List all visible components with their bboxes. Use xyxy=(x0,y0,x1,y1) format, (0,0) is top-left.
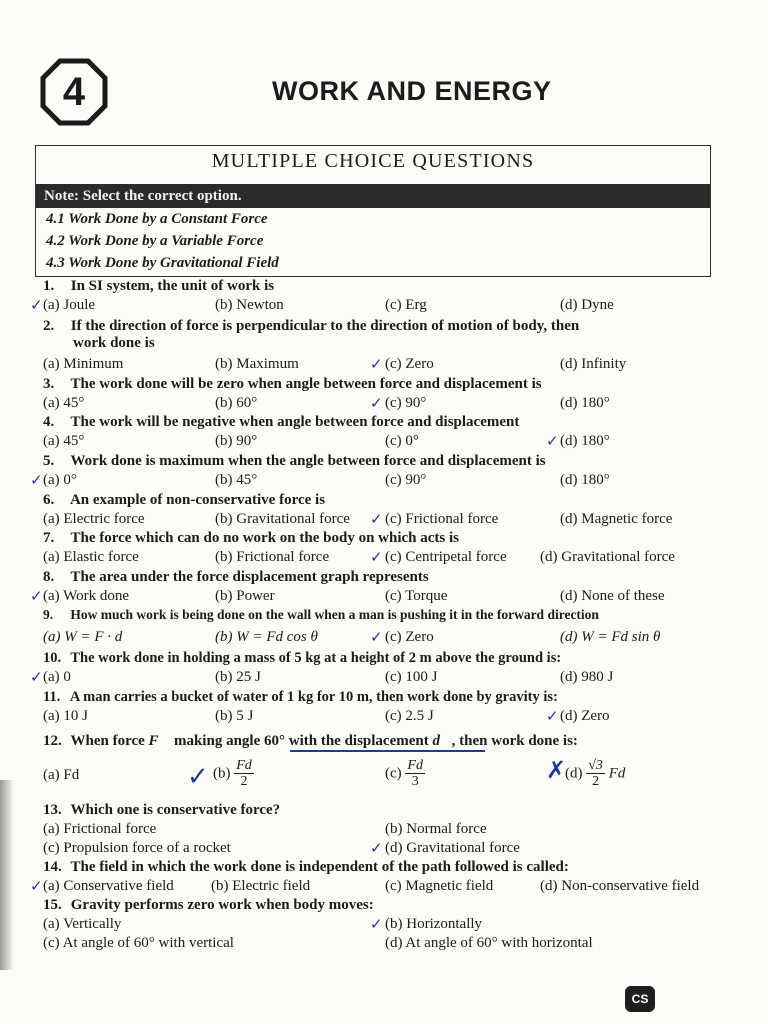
note-bar: Note: Select the correct option. xyxy=(36,184,710,208)
option-d: (d) Dyne xyxy=(560,297,614,313)
option-a: (a) Work done xyxy=(43,588,129,604)
option-a: (a) Vertically xyxy=(43,916,122,932)
option-b: (b) 25 J xyxy=(215,669,261,685)
topic-item: 4.1 Work Done by a Constant Force xyxy=(46,211,268,227)
option-c: (c) At angle of 60° with vertical xyxy=(43,935,234,951)
underline-mark xyxy=(290,750,485,752)
question-13: 13. Which one is conservative force? xyxy=(43,802,281,818)
cross-mark-icon: ✗ xyxy=(546,756,567,784)
check-mark-icon: ✓ xyxy=(370,394,383,412)
option-b: (b) 5 J xyxy=(215,708,254,724)
option-d: (d) Gravitational force xyxy=(540,549,675,565)
option-a: (a) Elastic force xyxy=(43,549,139,565)
chapter-number: 4 xyxy=(62,69,86,114)
option-d: (d) 180° xyxy=(560,433,610,449)
option-c: (c) Magnetic field xyxy=(385,878,494,894)
option-a: (a) 0° xyxy=(43,472,77,488)
topic-item: 4.3 Work Done by Gravitational Field xyxy=(46,255,279,271)
question-14: 14. The field in which the work done is independent of the path followed is called: xyxy=(43,859,569,875)
option-c: (c) Erg xyxy=(385,297,427,313)
option-c: (c) $\frac{Fd}{3}$ xyxy=(385,758,423,790)
question-5: 5. Work done is maximum when the angle between force and displacement is xyxy=(43,453,546,469)
question-2-cont: work done is xyxy=(73,335,155,351)
question-11: 11. A man carries a bucket of water of 1 kg for 10 m, then work done by gravity is: xyxy=(43,689,558,705)
check-mark-icon: ✓ xyxy=(370,839,383,857)
option-b: (b) Horizontally xyxy=(385,916,483,932)
question-7: 7. The force which can do no work on the body on which acts is xyxy=(43,530,459,546)
displacement-vector-symbol: d⃗ xyxy=(432,733,452,749)
check-mark-icon: ✓ xyxy=(187,762,209,792)
option-b: (b) 45° xyxy=(215,472,258,488)
check-mark-icon: ✓ xyxy=(546,707,559,725)
option-d: (d) Zero xyxy=(560,708,610,724)
option-a: (a) 45° xyxy=(43,395,85,411)
option-b: (b) W = Fd cos θ xyxy=(215,629,318,645)
option-c: (c) Zero xyxy=(385,356,434,372)
option-a: (a) 0 xyxy=(43,669,71,685)
option-a: (a) Joule xyxy=(43,297,96,313)
option-d: (d) 180° xyxy=(560,395,610,411)
option-a: (a) Fd xyxy=(43,767,80,783)
option-a: (a) 10 J xyxy=(43,708,88,724)
question-3: 3. The work done will be zero when angle between force and displacement is xyxy=(43,376,542,392)
check-mark-icon: ✓ xyxy=(546,432,559,450)
option-b: (b) Electric field xyxy=(211,878,311,894)
topic-item: 4.2 Work Done by a Variable Force xyxy=(46,233,264,249)
check-mark-icon: ✓ xyxy=(370,628,383,646)
option-c: (c) 90° xyxy=(385,395,427,411)
chapter-badge xyxy=(40,58,108,126)
mcq-info-box xyxy=(35,145,711,277)
option-b: (b) Newton xyxy=(215,297,284,313)
option-c: (c) Zero xyxy=(385,629,434,645)
check-mark-icon: ✓ xyxy=(30,296,43,314)
option-a: (a) Conservative field xyxy=(43,878,174,894)
question-10: 10. The work done in holding a mass of 5 kg at a height of 2 m above the ground is: xyxy=(43,650,562,666)
option-b: (b) 90° xyxy=(215,433,258,449)
question-6: 6. An example of non-conservative force is xyxy=(43,492,326,508)
chapter-title: WORK AND ENERGY xyxy=(272,76,552,106)
option-a: (a) Electric force xyxy=(43,511,145,527)
option-d: (d) None of these xyxy=(560,588,665,604)
option-d: (d) Gravitational force xyxy=(385,840,520,856)
option-c: (c) Propulsion force of a rocket xyxy=(43,840,231,856)
page-edge-shadow xyxy=(0,780,14,970)
option-d: (d) At angle of 60° with horizontal xyxy=(385,935,593,951)
mcq-heading: MULTIPLE CHOICE QUESTIONS xyxy=(211,150,535,172)
option-c: (c) Centripetal force xyxy=(385,549,507,565)
check-mark-icon: ✓ xyxy=(30,471,43,489)
option-b: (b) Gravitational force xyxy=(215,511,350,527)
option-c: (c) Frictional force xyxy=(385,511,499,527)
option-a: (a) Frictional force xyxy=(43,821,157,837)
option-b: (b) $\frac{Fd}{2}$ xyxy=(213,758,252,790)
check-mark-icon: ✓ xyxy=(370,355,383,373)
option-b: (b) Normal force xyxy=(385,821,487,837)
option-d: (d) Magnetic force xyxy=(560,511,673,527)
check-mark-icon: ✓ xyxy=(370,548,383,566)
check-mark-icon: ✓ xyxy=(30,587,43,605)
option-b: (b) 60° xyxy=(215,395,258,411)
camscanner-logo: CS xyxy=(625,986,655,1012)
option-c: (c) 2.5 J xyxy=(385,708,434,724)
question-8: 8. The area under the force displacement graph represents xyxy=(43,569,429,585)
check-mark-icon: ✓ xyxy=(30,877,43,895)
question-4: 4. The work will be negative when angle between force and displacement xyxy=(43,414,520,430)
option-c: (c) 90° xyxy=(385,472,427,488)
force-vector-symbol: F⃗ xyxy=(148,733,171,749)
option-d: (d) W = Fd sin θ xyxy=(560,629,661,645)
option-d: (d) 180° xyxy=(560,472,610,488)
option-c: (c) 100 J xyxy=(385,669,438,685)
question-12: 12. When force F⃗ making angle 60° with the displacement d⃗, then work done is: xyxy=(43,733,578,749)
option-d: (d) $\frac{√3}{2}$ Fd xyxy=(565,758,626,790)
option-a: (a) Minimum xyxy=(43,356,124,372)
question-15: 15. Gravity performs zero work when body moves: xyxy=(43,897,374,913)
option-a: (a) 45° xyxy=(43,433,85,449)
question-2: 2. If the direction of force is perpendicular to the direction of motion of body, then xyxy=(43,318,580,334)
question-9: 9. How much work is being done on the wall when a man is pushing it in the forward direction xyxy=(43,607,599,622)
option-d: (d) 980 J xyxy=(560,669,614,685)
check-mark-icon: ✓ xyxy=(370,915,383,933)
option-d: (d) Infinity xyxy=(560,356,627,372)
check-mark-icon: ✓ xyxy=(30,668,43,686)
option-c: (c) Torque xyxy=(385,588,448,604)
option-c: (c) 0° xyxy=(385,433,419,449)
option-b: (b) Power xyxy=(215,588,275,604)
question-1: 1. In SI system, the unit of work is xyxy=(43,278,275,294)
option-b: (b) Frictional force xyxy=(215,549,330,565)
check-mark-icon: ✓ xyxy=(370,510,383,528)
option-d: (d) Non-conservative field xyxy=(540,878,700,894)
option-b: (b) Maximum xyxy=(215,356,299,372)
option-a: (a) W = F · d xyxy=(43,629,123,645)
